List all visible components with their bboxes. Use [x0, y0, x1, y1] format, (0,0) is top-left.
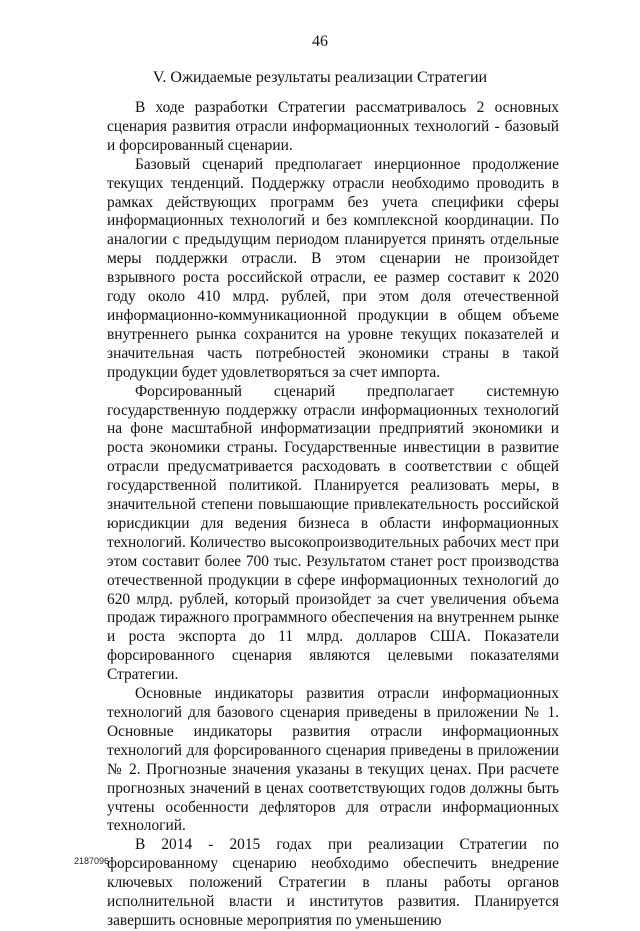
- paragraph-base-scenario: Базовый сценарий предполагает инерционное продолжение текущих тенденций. Поддержку отрасли необходимо проводить в рамках действующих программ без учета специфики сферы информационных технологий и без комплексной координации. По аналогии с предыдущим периодом планируется принять отдельные меры поддержки отрасли. В этом сценарии не произойдет взрывного роста российской отрасли, ее размер составит к 2020 году около 410 млрд. рублей, при этом доля отечественной информационно-коммуникационной продукции в общем объеме внутреннего рынка сохранится на уровне текущих показателей и значительная часть потребностей экономики страны в такой продукции будет удовлетворяться за счет импорта.: [107, 155, 559, 381]
- paragraph-implementation-2014-2015: В 2014 - 2015 годах при реализации Стратегии по форсированному сценарию необходимо обеспечить внедрение ключевых положений Стратегии в планы работы органов исполнительной власти и институтов развития. Планируется завершить основные мероприятия по уменьшению: [107, 836, 559, 929]
- paragraph-forced-scenario: Форсированный сценарий предполагает системную государственную поддержку отрасли информационных технологий на фоне масштабной информатизации предприятий экономики и роста экономики страны. Государственные инвестиции в развитие отрасли предусматривается расходовать в соответствии с общей государственной политикой. Планируется реализовать меры, в значительной степени повышающие привлекательность российской юрисдикции для ведения бизнеса в области информационных технологий. Количество высокопроизводительных рабочих мест при этом составит более 700 тыс. Результатом станет рост производства отечественной продукции в сфере информационных технологий до 620 млрд. рублей, который произойдет за счет увеличения объема продаж тиражного программного обеспечения на внутреннем рынке и роста экспорта до 11 млрд. долларов США. Показатели форсированного сценария являются целевыми показателями Стратегии.: [107, 382, 559, 684]
- page-number: 46: [312, 33, 328, 50]
- document-body: [107, 99, 559, 931]
- document-code: 2187096: [74, 856, 110, 866]
- section-heading: V. Ожидаемые результаты реализации Стратегии: [152, 69, 488, 86]
- paragraph-indicators: Основные индикаторы развития отрасли информационных технологий для базового сценария приведены в приложении № 1. Основные индикаторы развития отрасли информационных технологий для форсированного сценария приведены в приложении № 2. Прогнозные значения указаны в текущих ценах. При расчете прогнозных значений в ценах соответствующих годов должны быть учтены особенности дефляторов для отрасли информационных технологий.: [107, 685, 559, 835]
- paragraph-scenarios-intro: В ходе разработки Стратегии рассматривалось 2 основных сценария развития отрасли информационных технологий - базовый и форсированный сценарии.: [107, 99, 559, 154]
